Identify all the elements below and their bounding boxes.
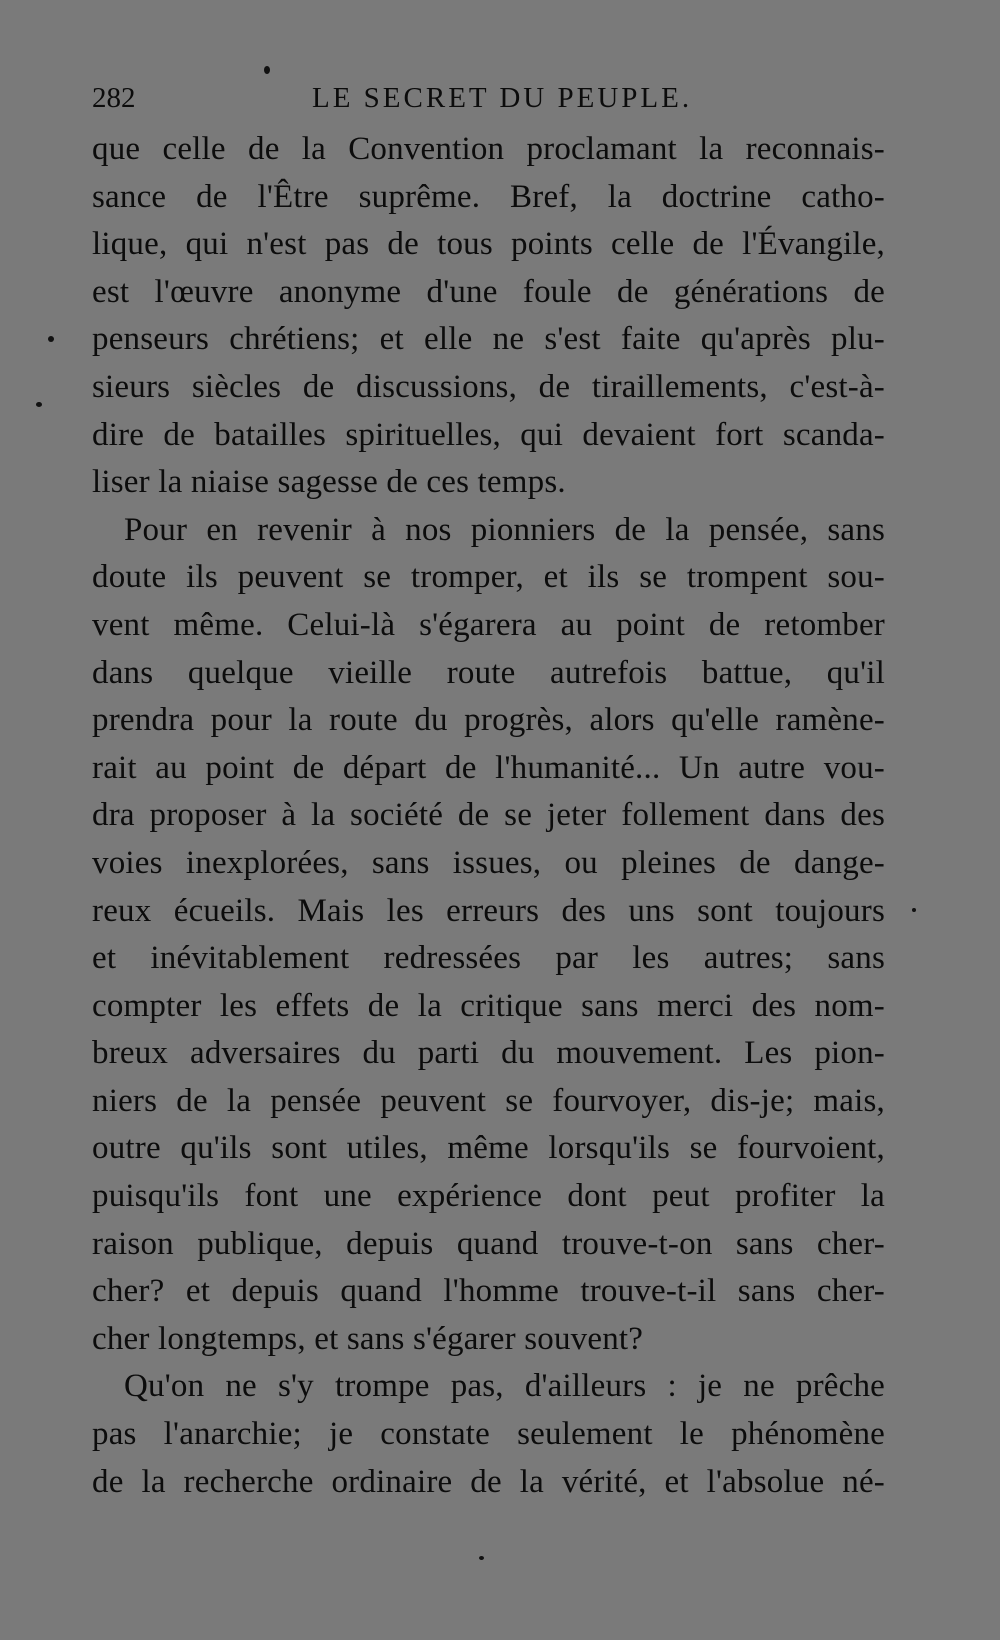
text-line: niers de la pensée peuvent se fourvoyer, dis-je; mais, — [92, 1082, 885, 1119]
scan-speck — [479, 1556, 484, 1560]
scan-speck — [36, 402, 42, 407]
running-head — [92, 70, 885, 126]
text-line: que celle de la Convention proclamant la reconnais- — [92, 131, 885, 167]
text-line: puisqu'ils font une expérience dont peut profiter la — [92, 1178, 885, 1215]
paragraph-end-line: cher longtemps, et sans s'égarer souvent? — [92, 1320, 644, 1357]
text-line: vent même. Celui-là s'égarera au point de retomber — [92, 606, 885, 643]
running-title: LE SECRET DU PEUPLE. — [312, 82, 693, 114]
text-line: pas l'anarchie; je constate seulement le phénomène — [92, 1416, 885, 1453]
text-line: sieurs siècles de discussions, de tiraillements, c'est-à- — [92, 368, 885, 405]
text-line: et inévitablement redressées par les autres; sans — [92, 940, 885, 977]
book-page — [92, 70, 885, 1506]
paragraph-end-line: liser la niaise sagesse de ces temps. — [92, 464, 566, 501]
text-line: rait au point de départ de l'humanité... Un autre vou- — [92, 749, 885, 786]
text-line: outre qu'ils sont utiles, même lorsqu'ils se fourvoient, — [92, 1130, 885, 1167]
text-line: dra proposer à la société de se jeter follement dans des — [92, 797, 885, 834]
text-line: dire de batailles spirituelles, qui devaient fort scanda- — [92, 416, 885, 453]
text-line: lique, qui n'est pas de tous points celle de l'Évangile, — [92, 226, 885, 263]
paragraph-first-line: Pour en revenir à nos pionniers de la pensée, sans — [124, 511, 885, 548]
page-number: 282 — [92, 82, 136, 114]
scan-speck — [912, 908, 916, 912]
text-line: breux adversaires du parti du mouvement. Les pion- — [92, 1035, 885, 1072]
text-line: raison publique, depuis quand trouve-t-on sans cher- — [92, 1225, 885, 1262]
text-line: prendra pour la route du progrès, alors qu'elle ramène- — [92, 702, 885, 739]
text-line: cher? et depuis quand l'homme trouve-t-il sans cher- — [92, 1273, 885, 1310]
scan-speck — [48, 336, 54, 342]
text-line: sance de l'Être suprême. Bref, la doctrine catho- — [92, 178, 885, 215]
text-line: de la recherche ordinaire de la vérité, et l'absolue né- — [92, 1463, 885, 1500]
text-line: doute ils peuvent se tromper, et ils se trompent sou- — [92, 559, 885, 596]
text-line: est l'œuvre anonyme d'une foule de générations de — [92, 273, 885, 310]
text-line: penseurs chrétiens; et elle ne s'est faite qu'après plu- — [92, 321, 885, 358]
text-line: dans quelque vieille route autrefois battue, qu'il — [92, 654, 885, 691]
text-line: compter les effets de la critique sans merci des nom- — [92, 987, 885, 1024]
scan-speck — [264, 66, 270, 74]
text-line: reux écueils. Mais les erreurs des uns sont toujours — [92, 892, 885, 929]
body-text — [92, 126, 885, 1506]
paragraph-first-line: Qu'on ne s'y trompe pas, d'ailleurs : je ne prêche — [124, 1368, 885, 1405]
text-line: voies inexplorées, sans issues, ou pleines de dange- — [92, 844, 885, 881]
